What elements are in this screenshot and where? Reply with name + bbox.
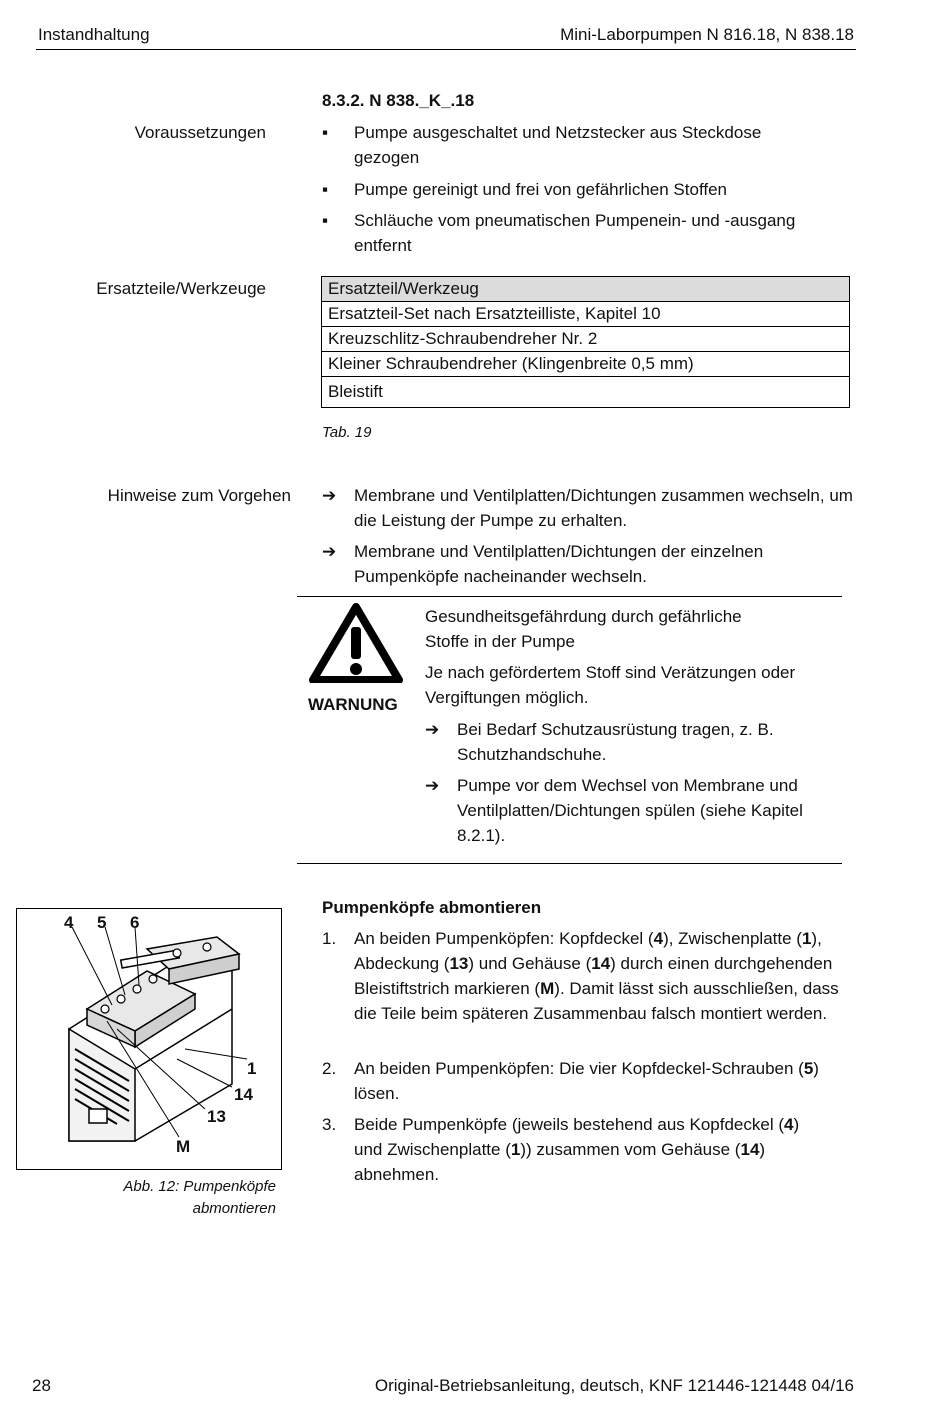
header-left: Instandhaltung [38,25,150,44]
warning-triangle-icon [309,603,403,683]
header-rule [36,49,856,50]
page-number: 28 [32,1376,51,1395]
table-row: Ersatzteil-Set nach Ersatzteilliste, Kapitel 10 [322,302,850,327]
parts-table [321,276,850,408]
list-item: ▪ Pumpe ausgeschaltet und Netzstecker aus Steckdose gezogen [322,120,852,170]
table-row [322,277,850,302]
list-item [322,926,852,1026]
figure-label-13: 13 [207,1107,226,1126]
list-item: ▪ Pumpe gereinigt und frei von gefährlichen Stoffen [322,177,852,202]
list-item: ▪ Schläuche vom pneumatischen Pumpenein- und -ausgang entfernt [322,208,852,258]
warning-title-line2: Stoffe in der Pumpe [425,632,575,651]
step-text: An beiden Pumpenköpfen: Die vier Kopfdeckel-Schrauben (5) lösen. [354,1059,819,1103]
footer-right: Original-Betriebsanleitung, deutsch, KNF 121446-121448 04/16 [374,1376,854,1395]
step-number: 2. [322,1059,337,1078]
prerequisites-label: Voraussetzungen [134,123,266,142]
warning-text: Je nach gefördertem Stoff sind Verätzungen oder Vergiftungen möglich. [425,663,796,707]
pump-illustration [17,909,281,1169]
figure-frame [16,908,282,1170]
list-item: ➔ Bei Bedarf Schutzausrüstung tragen, z. B. Schutzhandschuhe. [425,717,825,767]
figure-caption-line1: Abb. 12: Pumpenköpfe [123,1178,276,1195]
table-caption: Tab. 19 [322,424,372,441]
step-text: Beide Pumpenköpfe (jeweils bestehend aus Kopfdeckel (4) und Zwischenplatte (1)) zusammen vom Gehäuse (14) abnehmen. [354,1115,800,1184]
table-row: Kleiner Schraubendreher (Klingenbreite 0,5 mm) [322,352,850,377]
table-row: Kreuzschlitz-Schraubendreher Nr. 2 [322,327,850,352]
figure-label-1: 1 [247,1059,257,1078]
step-number: 1. [322,929,337,948]
parts-label: Ersatzteile/Werkzeuge [96,279,266,298]
hints-label: Hinweise zum Vorgehen [107,486,291,505]
figure-label-14: 14 [234,1085,253,1104]
arrow-right-icon: ➔ [322,486,337,505]
section-title: 8.3.2. N 838._K_.18 [322,91,475,110]
header-right: Mini-Laborpumpen N 816.18, N 838.18 [560,25,854,44]
arrow-right-icon: ➔ [322,542,337,561]
list-item: ➔ Pumpe vor dem Wechsel von Membrane und Ventilplatten/Dichtungen spülen (siehe Kapitel 8.2.1). [425,773,835,848]
bullet-square-icon: ▪ [322,180,329,199]
arrow-right-icon: ➔ [425,776,440,795]
procedure-title: Pumpenköpfe abmontieren [322,898,542,917]
warning-title-line1: Gesundheitsgefährdung durch gefährliche [425,607,742,626]
step-number: 3. [322,1115,337,1134]
step-text: An beiden Pumpenköpfen: Kopfdeckel (4), Zwischenplatte (1), Abdeckung (13) und Gehäuse (14) durch einen durchgehenden Bleistiftstrich markieren (M). Damit lässt sich ausschließen, dass die Teile beim späteren Zusammenbau falsch montiert werden. [354,929,839,1023]
figure-label-m: M [176,1137,191,1156]
warning-signal-word: WARNUNG [308,695,398,714]
bullet-square-icon: ▪ [322,211,329,230]
arrow-right-icon: ➔ [425,720,440,739]
list-item: ➔ Membrane und Ventilplatten/Dichtungen zusammen wechseln, um die Leistung der Pumpe zu erhalten. [322,483,857,533]
bullet-square-icon: ▪ [322,123,329,142]
table-row: Bleistift [322,377,850,408]
figure-label-4: 4 [64,913,74,932]
figure-label-5: 5 [97,913,107,932]
list-item [322,1056,852,1106]
list-item [322,1112,822,1187]
table-header-cell: Ersatzteil/Werkzeug [322,277,850,302]
list-item: ➔ Membrane und Ventilplatten/Dichtungen der einzelnen Pumpenköpfe nacheinander wechseln. [322,539,832,589]
figure-label-6: 6 [130,913,140,932]
figure-caption-line2: abmontieren [192,1200,276,1217]
